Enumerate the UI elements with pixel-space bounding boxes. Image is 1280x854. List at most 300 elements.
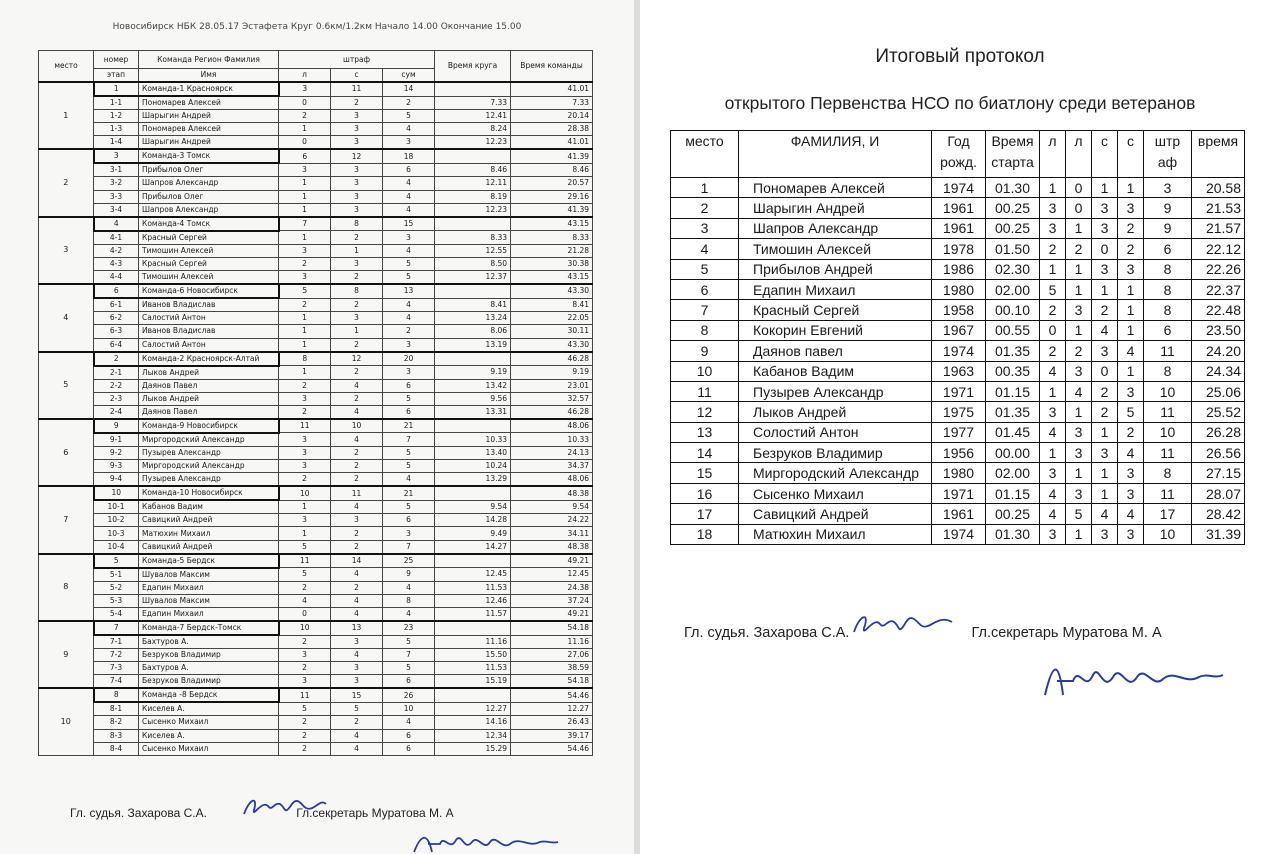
penalty-total: 10 — [1144, 422, 1192, 442]
standing-2: 1 — [1118, 178, 1144, 198]
table-row — [671, 422, 1245, 442]
finish-time: 25.52 — [1192, 402, 1245, 422]
lap-time: 13.29 — [435, 473, 511, 487]
penalty-l: 7 — [279, 217, 331, 231]
team-time: 48.38 — [511, 486, 593, 500]
team-time: 54.18 — [511, 621, 593, 635]
team-time: 48.06 — [511, 419, 593, 433]
penalty-s: 4 — [331, 433, 383, 447]
stage-number: 5-2 — [94, 581, 139, 594]
lap-time: 13.31 — [435, 405, 511, 419]
prone-2: 2 — [1066, 341, 1092, 361]
place-cell: 4 — [39, 284, 94, 351]
table-row — [39, 312, 593, 325]
judge-handwritten-signature — [240, 792, 330, 826]
penalty-sum: 6 — [383, 742, 435, 755]
team-time: 12.27 — [511, 702, 593, 716]
penalty-sum: 6 — [383, 675, 435, 689]
penalty-sum: 4 — [383, 244, 435, 257]
stage-number: 5-4 — [94, 608, 139, 622]
penalty-s: 4 — [331, 608, 383, 622]
athlete-name: Шувалов Максим — [139, 568, 279, 582]
table-row — [671, 239, 1245, 259]
stage-number: 8-4 — [94, 742, 139, 755]
table-row — [39, 203, 593, 217]
penalty-l: 1 — [279, 325, 331, 338]
team-time: 43.30 — [511, 338, 593, 352]
athlete-name: Матюхин Михаил — [739, 524, 932, 544]
penalty-s: 3 — [331, 635, 383, 649]
team-time: 34.37 — [511, 460, 593, 473]
table-row — [671, 504, 1245, 524]
birth-year: 1961 — [932, 504, 986, 524]
penalty-s: 2 — [331, 366, 383, 380]
athlete-name: Безруков Владимир — [139, 675, 279, 689]
lap-time: 15.19 — [435, 675, 511, 689]
standing-1: 4 — [1092, 320, 1118, 340]
lap-time: 11.53 — [435, 662, 511, 675]
finish-time: 21.53 — [1192, 198, 1245, 218]
penalty-s: 3 — [331, 177, 383, 190]
penalty-s: 4 — [331, 500, 383, 514]
prone-1: 3 — [1040, 402, 1066, 422]
lap-time: 12.41 — [435, 110, 511, 123]
lap-time: 10.24 — [435, 460, 511, 473]
team-row — [39, 284, 593, 298]
prone-2: 1 — [1066, 402, 1092, 422]
penalty-sum: 4 — [383, 190, 435, 203]
lap-time: 12.23 — [435, 136, 511, 150]
penalty-s: 2 — [331, 581, 383, 594]
standing-1: 3 — [1092, 341, 1118, 361]
penalty-sum: 5 — [383, 392, 435, 405]
athlete-name: Савицкий Андрей — [739, 504, 932, 524]
prone-2: 3 — [1066, 361, 1092, 381]
penalty-l: 8 — [279, 352, 331, 366]
table-row — [671, 402, 1245, 422]
secretary-handwritten-signature — [1035, 655, 1225, 701]
prone-1: 2 — [1040, 239, 1066, 259]
col-number: номер — [94, 51, 139, 69]
penalty-sum: 8 — [383, 594, 435, 607]
penalty-sum: 2 — [383, 325, 435, 338]
lap-time — [435, 621, 511, 635]
lap-time: 9.49 — [435, 527, 511, 540]
table-row — [39, 379, 593, 392]
finish-time: 22.26 — [1192, 259, 1245, 279]
stage-number: 4-2 — [94, 244, 139, 257]
penalty-s: 2 — [331, 271, 383, 285]
team-time: 7.33 — [511, 96, 593, 110]
standing-2: 4 — [1118, 443, 1144, 463]
lap-time — [435, 419, 511, 433]
place-cell: 1 — [39, 82, 94, 149]
penalty-l: 2 — [279, 298, 331, 312]
table-row — [39, 177, 593, 190]
athlete-name: Сысенко Михаил — [139, 742, 279, 755]
place-cell: 5 — [671, 259, 739, 279]
team-time: 54.18 — [511, 675, 593, 689]
prone-1: 3 — [1040, 463, 1066, 483]
penalty-s: 3 — [331, 203, 383, 217]
prone-1: 4 — [1040, 361, 1066, 381]
lap-time: 11.16 — [435, 635, 511, 649]
team-time: 29.16 — [511, 190, 593, 203]
place-cell: 18 — [671, 524, 739, 544]
penalty-l: 0 — [279, 608, 331, 622]
penalty-s: 1 — [331, 244, 383, 257]
final-protocol-sheet — [640, 0, 1280, 854]
team-row — [39, 352, 593, 366]
lap-time: 13.42 — [435, 379, 511, 392]
stage-number: 6-1 — [94, 298, 139, 312]
standing-1: 2 — [1092, 381, 1118, 401]
start-time: 01.35 — [986, 341, 1040, 361]
prone-1: 1 — [1040, 259, 1066, 279]
stage-number: 6-2 — [94, 312, 139, 325]
penalty-s: 15 — [331, 688, 383, 702]
team-number: 9 — [94, 419, 139, 433]
team-time: 24.13 — [511, 446, 593, 459]
standing-2: 5 — [1118, 402, 1144, 422]
penalty-sum: 7 — [383, 433, 435, 447]
table-row — [39, 163, 593, 177]
penalty-s: 4 — [331, 379, 383, 392]
stage-number: 1-4 — [94, 136, 139, 150]
athlete-name: Безруков Владимир — [139, 649, 279, 662]
athlete-name: Пузырев Александр — [139, 473, 279, 487]
secretary-signature-line: Гл.секретарь Муратова М. А — [971, 625, 1162, 641]
penalty-s: 3 — [331, 257, 383, 270]
col-place: место — [39, 51, 94, 83]
table-row — [39, 460, 593, 473]
penalty-l: 11 — [279, 419, 331, 433]
place-cell: 3 — [39, 217, 94, 284]
team-time: 24.22 — [511, 514, 593, 527]
col-team-time: Время команды — [511, 51, 593, 83]
stage-number: 3-2 — [94, 177, 139, 190]
table-row — [39, 231, 593, 245]
table-row — [39, 190, 593, 203]
prone-1: 1 — [1040, 178, 1066, 198]
athlete-name: Даянов Павел — [139, 379, 279, 392]
penalty-s: 4 — [331, 649, 383, 662]
birth-year: 1974 — [932, 524, 986, 544]
team-time: 46.28 — [511, 352, 593, 366]
table-row — [39, 514, 593, 527]
penalty-total: 17 — [1144, 504, 1192, 524]
lap-time: 15.50 — [435, 649, 511, 662]
prone-1: 3 — [1040, 218, 1066, 238]
prone-2: 1 — [1066, 463, 1092, 483]
relay-header: Новосибирск НБК 28.05.17 Эстафета Круг 0.6км/1.2км Начало 14.00 Окончание 15.00 — [112, 22, 522, 32]
penalty-sum: 6 — [383, 405, 435, 419]
penalty-l: 3 — [279, 649, 331, 662]
penalty-l: 3 — [279, 433, 331, 447]
athlete-name: Солостий Антон — [739, 422, 932, 442]
athlete-name: Шарыгин Андрей — [139, 110, 279, 123]
col-penalty: штр аф — [1144, 131, 1192, 178]
prone-1: 4 — [1040, 504, 1066, 524]
stage-number: 7-1 — [94, 635, 139, 649]
lap-time: 11.57 — [435, 608, 511, 622]
place-cell: 13 — [671, 422, 739, 442]
team-name: Команда -8 Бердск — [139, 688, 279, 702]
team-number: 4 — [94, 217, 139, 231]
athlete-name: Пузырев Александр — [739, 381, 932, 401]
lap-time: 8.24 — [435, 123, 511, 136]
penalty-l: 4 — [279, 594, 331, 607]
stage-number: 10-2 — [94, 514, 139, 527]
athlete-name: Пономарев Алексей — [139, 123, 279, 136]
penalty-s: 3 — [331, 514, 383, 527]
stage-number: 6-3 — [94, 325, 139, 338]
team-name: Команда-1 Красноярск — [139, 82, 279, 96]
penalty-s: 2 — [331, 338, 383, 352]
judge-signature-line: Гл. судья. Захарова С.А. — [684, 625, 850, 641]
penalty-l: 2 — [279, 379, 331, 392]
team-time: 39.17 — [511, 729, 593, 742]
stage-number: 2-4 — [94, 405, 139, 419]
stage-number: 10-3 — [94, 527, 139, 540]
team-time: 20.57 — [511, 177, 593, 190]
penalty-l: 2 — [279, 742, 331, 755]
team-number: 1 — [94, 82, 139, 96]
finish-time: 22.48 — [1192, 300, 1245, 320]
prone-2: 0 — [1066, 198, 1092, 218]
stage-number: 2-3 — [94, 392, 139, 405]
penalty-l: 5 — [279, 540, 331, 554]
stage-number: 3-1 — [94, 163, 139, 177]
stage-number: 8-2 — [94, 716, 139, 729]
start-time: 01.30 — [986, 524, 1040, 544]
standing-2: 4 — [1118, 341, 1144, 361]
birth-year: 1971 — [932, 381, 986, 401]
col-c2: с — [1118, 131, 1144, 178]
table-row — [39, 742, 593, 755]
table-row — [39, 257, 593, 270]
penalty-sum: 4 — [383, 177, 435, 190]
penalty-s: 2 — [331, 231, 383, 245]
standing-2: 1 — [1118, 361, 1144, 381]
penalty-l: 1 — [279, 231, 331, 245]
birth-year: 1975 — [932, 402, 986, 422]
place-cell: 5 — [39, 352, 94, 419]
start-time: 00.25 — [986, 198, 1040, 218]
stage-number: 1-1 — [94, 96, 139, 110]
team-time: 41.39 — [511, 203, 593, 217]
table-row — [671, 463, 1245, 483]
stage-number: 1-2 — [94, 110, 139, 123]
penalty-total: 6 — [1144, 239, 1192, 259]
table-row — [39, 433, 593, 447]
team-row — [39, 486, 593, 500]
stage-number: 5-3 — [94, 594, 139, 607]
penalty-s: 4 — [331, 729, 383, 742]
athlete-name: Кабанов Вадим — [139, 500, 279, 514]
birth-year: 1974 — [932, 178, 986, 198]
athlete-name: Лыков Андрей — [739, 402, 932, 422]
finish-time: 20.58 — [1192, 178, 1245, 198]
lap-time: 12.46 — [435, 594, 511, 607]
table-row — [39, 405, 593, 419]
lap-time — [435, 352, 511, 366]
penalty-l: 2 — [279, 405, 331, 419]
stage-number: 7-4 — [94, 675, 139, 689]
stage-number: 4-1 — [94, 231, 139, 245]
athlete-name: Иванов Владислав — [139, 298, 279, 312]
penalty-s: 8 — [331, 217, 383, 231]
place-cell: 9 — [39, 621, 94, 688]
secretary-signature-line: Гл.секретарь Муратова М. А — [296, 806, 454, 820]
team-time: 49.21 — [511, 608, 593, 622]
lap-time — [435, 82, 511, 96]
birth-year: 1961 — [932, 218, 986, 238]
birth-year: 1967 — [932, 320, 986, 340]
penalty-l: 0 — [279, 136, 331, 150]
penalty-total: 3 — [1144, 178, 1192, 198]
penalty-l: 5 — [279, 568, 331, 582]
standing-1: 1 — [1092, 483, 1118, 503]
prone-2: 4 — [1066, 381, 1092, 401]
stage-number: 1-3 — [94, 123, 139, 136]
team-time: 28.38 — [511, 123, 593, 136]
penalty-s: 1 — [331, 325, 383, 338]
standing-1: 0 — [1092, 239, 1118, 259]
athlete-name: Красный Сергей — [739, 300, 932, 320]
penalty-s: 8 — [331, 284, 383, 298]
start-time: 02.00 — [986, 279, 1040, 299]
table-row — [39, 244, 593, 257]
athlete-name: Пономарев Алексей — [739, 178, 932, 198]
table-row — [39, 568, 593, 582]
team-time: 30.38 — [511, 257, 593, 270]
lap-time — [435, 554, 511, 568]
birth-year: 1980 — [932, 463, 986, 483]
standing-1: 3 — [1092, 218, 1118, 238]
team-time: 22.05 — [511, 312, 593, 325]
penalty-l: 2 — [279, 635, 331, 649]
penalty-sum: 4 — [383, 203, 435, 217]
stage-number: 5-1 — [94, 568, 139, 582]
team-time: 8.46 — [511, 163, 593, 177]
penalty-s: 4 — [331, 594, 383, 607]
penalty-sum: 5 — [383, 500, 435, 514]
prone-2: 1 — [1066, 320, 1092, 340]
table-row — [39, 594, 593, 607]
penalty-sum: 6 — [383, 729, 435, 742]
stage-number: 10-4 — [94, 540, 139, 554]
standing-2: 3 — [1118, 483, 1144, 503]
stage-number: 9-3 — [94, 460, 139, 473]
team-time: 23.01 — [511, 379, 593, 392]
team-name: Команда-10 Новосибирск — [139, 486, 279, 500]
penalty-s: 2 — [331, 392, 383, 405]
standing-2: 1 — [1118, 300, 1144, 320]
stage-number: 9-1 — [94, 433, 139, 447]
penalty-sum: 3 — [383, 136, 435, 150]
stage-number: 3-4 — [94, 203, 139, 217]
athlete-name: Шапров Александр — [139, 203, 279, 217]
penalty-l: 1 — [279, 203, 331, 217]
team-name: Команда-5 Бердск — [139, 554, 279, 568]
lap-time: 14.16 — [435, 716, 511, 729]
penalty-sum: 5 — [383, 110, 435, 123]
team-time: 8.33 — [511, 231, 593, 245]
secretary-handwritten-signature — [410, 830, 560, 854]
table-row — [39, 540, 593, 554]
penalty-sum: 7 — [383, 649, 435, 662]
start-time: 01.35 — [986, 402, 1040, 422]
penalty-s: 3 — [331, 163, 383, 177]
place-cell: 8 — [39, 554, 94, 621]
lap-time: 12.23 — [435, 203, 511, 217]
birth-year: 1980 — [932, 279, 986, 299]
table-row — [39, 96, 593, 110]
penalty-total: 10 — [1144, 524, 1192, 544]
lap-time — [435, 149, 511, 163]
penalty-sum: 4 — [383, 608, 435, 622]
penalty-total: 8 — [1144, 259, 1192, 279]
penalty-s: 3 — [331, 662, 383, 675]
birth-year: 1974 — [932, 341, 986, 361]
stage-number: 8-1 — [94, 702, 139, 716]
table-row — [671, 218, 1245, 238]
penalty-total: 9 — [1144, 198, 1192, 218]
athlete-name: Киселев А. — [139, 702, 279, 716]
penalty-sum: 20 — [383, 352, 435, 366]
place-cell: 3 — [671, 218, 739, 238]
place-cell: 17 — [671, 504, 739, 524]
team-number: 6 — [94, 284, 139, 298]
place-cell: 16 — [671, 483, 739, 503]
place-cell: 1 — [671, 178, 739, 198]
standing-1: 0 — [1092, 361, 1118, 381]
penalty-l: 3 — [279, 392, 331, 405]
penalty-total: 11 — [1144, 483, 1192, 503]
athlete-name: Пономарев Алексей — [139, 96, 279, 110]
lap-time: 14.28 — [435, 514, 511, 527]
team-time: 20.14 — [511, 110, 593, 123]
athlete-name: Шарыгин Андрей — [739, 198, 932, 218]
prone-2: 1 — [1066, 218, 1092, 238]
penalty-s: 3 — [331, 190, 383, 203]
penalty-sum: 2 — [383, 96, 435, 110]
penalty-l: 10 — [279, 486, 331, 500]
team-time: 11.16 — [511, 635, 593, 649]
table-row — [39, 729, 593, 742]
penalty-l: 3 — [279, 446, 331, 459]
table-row — [39, 325, 593, 338]
lap-time: 8.46 — [435, 163, 511, 177]
lap-time: 13.24 — [435, 312, 511, 325]
prone-2: 1 — [1066, 524, 1092, 544]
penalty-sum: 5 — [383, 662, 435, 675]
start-time: 00.35 — [986, 361, 1040, 381]
penalty-total: 6 — [1144, 320, 1192, 340]
table-row — [671, 300, 1245, 320]
penalty-sum: 4 — [383, 581, 435, 594]
lap-time: 14.27 — [435, 540, 511, 554]
athlete-name: Едапин Михаил — [139, 608, 279, 622]
penalty-s: 2 — [331, 460, 383, 473]
place-cell: 6 — [39, 419, 94, 486]
penalty-s: 12 — [331, 352, 383, 366]
start-time: 01.50 — [986, 239, 1040, 259]
lap-time — [435, 217, 511, 231]
team-name: Команда-9 Новосибирск — [139, 419, 279, 433]
lap-time: 10.33 — [435, 433, 511, 447]
